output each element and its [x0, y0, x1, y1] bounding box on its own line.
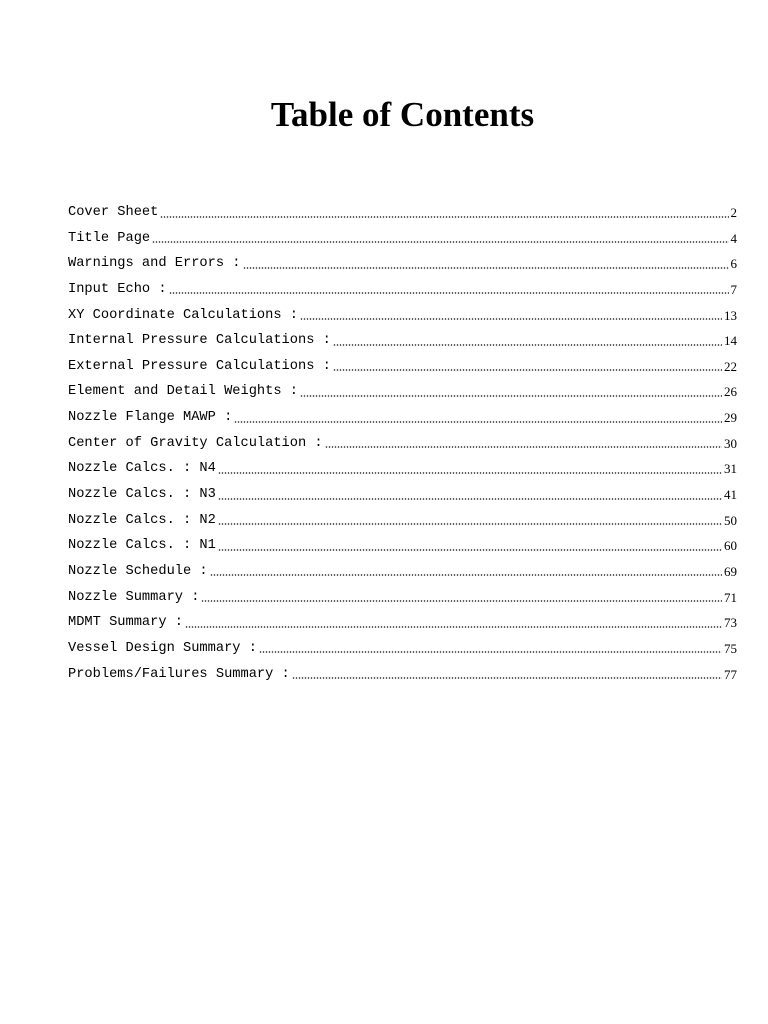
dot-leader — [201, 600, 722, 602]
toc-entry — [68, 226, 737, 252]
toc-entry-page: 29 — [724, 410, 737, 426]
page-title: Table of Contents — [270, 95, 535, 134]
toc-entry-page: 77 — [724, 666, 737, 682]
toc-entry — [68, 354, 737, 380]
toc-entry-label: External Pressure Calculations : — [68, 358, 331, 374]
toc-entry-label: Problems/Failures Summary : — [68, 666, 290, 682]
dot-leader — [218, 549, 722, 551]
toc-entry — [68, 456, 737, 482]
toc-entry-page: 31 — [724, 461, 737, 477]
dot-leader — [333, 369, 722, 371]
toc-entry-page: 69 — [724, 563, 737, 579]
toc-entry-label: Nozzle Calcs. : N2 — [68, 512, 216, 528]
toc-entry-label: Vessel Design Summary : — [68, 640, 257, 656]
toc-entry-page: 2 — [730, 205, 737, 220]
dot-leader — [333, 344, 722, 346]
toc-list — [68, 200, 737, 687]
toc-entry — [68, 200, 737, 226]
toc-entry-label: Warnings and Errors : — [68, 256, 241, 272]
toc-entry-page: 6 — [730, 256, 737, 272]
toc-entry-label: Nozzle Summary : — [68, 589, 200, 605]
toc-entry-page: 50 — [724, 512, 737, 528]
toc-entry-page: 73 — [724, 615, 737, 631]
toc-entry-label: Cover Sheet — [68, 205, 159, 220]
toc-entry-label: Nozzle Calcs. : N3 — [68, 487, 216, 503]
toc-entry-label: Center of Gravity Calculation : — [68, 435, 323, 451]
toc-entry — [68, 610, 737, 636]
toc-entry-page: 41 — [724, 487, 737, 503]
dot-leader — [210, 574, 722, 576]
toc-entry-page: 7 — [730, 281, 737, 297]
toc-entry — [68, 662, 737, 688]
dot-leader — [218, 498, 722, 500]
toc-entry-label: Title Page — [68, 230, 151, 246]
toc-entry — [68, 482, 737, 508]
toc-entry-label: XY Coordinate Calculations : — [68, 307, 298, 323]
dot-leader — [259, 651, 722, 653]
dot-leader — [234, 421, 722, 423]
toc-entry — [68, 431, 737, 457]
toc-entry-page: 4 — [730, 230, 737, 246]
toc-entry-label: Nozzle Calcs. : N4 — [68, 461, 216, 477]
toc-entry — [68, 277, 737, 303]
dot-leader — [185, 626, 722, 628]
dot-leader — [292, 677, 722, 679]
toc-entry — [68, 585, 737, 611]
toc-entry — [68, 559, 737, 585]
toc-entry-label: Nozzle Schedule : — [68, 563, 208, 579]
toc-entry — [68, 636, 737, 662]
toc-entry — [68, 533, 737, 559]
dot-leader — [169, 292, 729, 294]
toc-entry-page: 14 — [724, 333, 737, 349]
toc-entry-page: 75 — [724, 640, 737, 656]
toc-entry-label: Nozzle Flange MAWP : — [68, 410, 233, 426]
toc-entry — [68, 405, 737, 431]
dot-leader — [152, 241, 728, 243]
toc-entry-label: MDMT Summary : — [68, 615, 183, 631]
toc-entry-label: Nozzle Calcs. : N1 — [68, 538, 216, 554]
dot-leader — [160, 216, 728, 218]
toc-entry-label: Input Echo : — [68, 281, 167, 297]
toc-entry-page: 26 — [724, 384, 737, 400]
dot-leader — [300, 318, 722, 320]
toc-entry-page: 22 — [724, 358, 737, 374]
toc-entry-label: Internal Pressure Calculations : — [68, 333, 331, 349]
dot-leader — [218, 523, 722, 525]
toc-entry — [68, 508, 737, 534]
toc-entry-page: 71 — [724, 589, 737, 605]
toc-entry — [68, 303, 737, 329]
dot-leader — [243, 267, 729, 269]
toc-entry-page: 60 — [724, 538, 737, 554]
dot-leader — [218, 472, 722, 474]
toc-entry-label: Element and Detail Weights : — [68, 384, 298, 400]
toc-entry-page: 30 — [724, 435, 737, 451]
dot-leader — [300, 395, 722, 397]
toc-entry — [68, 328, 737, 354]
toc-entry — [68, 379, 737, 405]
dot-leader — [325, 446, 722, 448]
toc-entry — [68, 251, 737, 277]
toc-entry-page: 13 — [724, 307, 737, 323]
